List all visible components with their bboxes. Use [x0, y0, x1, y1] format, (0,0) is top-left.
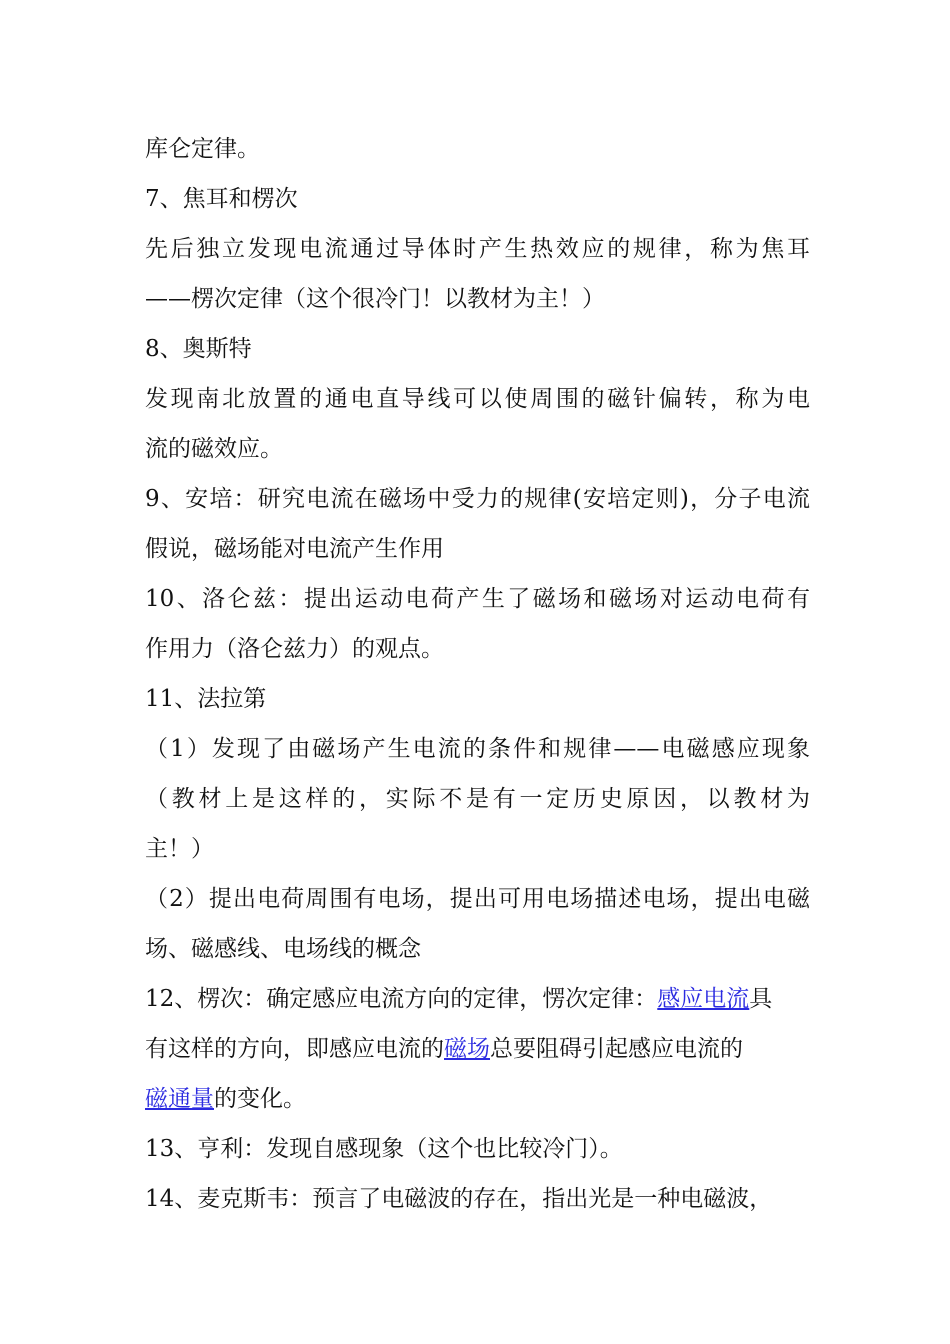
text-span: 总要阻碍引起感应电流的 — [490, 1036, 743, 1062]
section-ampere: 9、安培：研究电流在磁场中受力的规律(安培定则)，分子电流 — [145, 486, 810, 512]
text-line: 库仑定律。 — [145, 136, 260, 162]
link-magnetic-flux[interactable]: 磁通量 — [145, 1086, 214, 1112]
section-heading-joule-lenz: 7、焦耳和楞次 — [145, 186, 298, 212]
section-lenz-line — [145, 1024, 810, 1074]
text-span: 具 — [749, 986, 773, 1012]
text-line: （2）提出电荷周围有电场，提出可用电场描述电场，提出电磁 — [145, 886, 810, 912]
text-line: 假说，磁场能对电流产生作用 — [145, 536, 444, 562]
text-span: 的变化。 — [214, 1086, 306, 1112]
text-line: 作用力（洛仑兹力）的观点。 — [145, 636, 444, 662]
text-line: 流的磁效应。 — [145, 436, 283, 462]
link-magnetic-field[interactable]: 磁场 — [444, 1036, 490, 1062]
section-lenz-line — [145, 1074, 810, 1124]
text-line: ——楞次定律（这个很冷门！以教材为主！） — [145, 286, 605, 312]
section-heading-oersted: 8、奥斯特 — [145, 336, 252, 362]
section-lorentz: 10、洛仑兹：提出运动电荷产生了磁场和磁场对运动电荷有 — [145, 586, 810, 612]
link-induced-current[interactable]: 感应电流 — [657, 986, 750, 1012]
section-lenz-line — [145, 974, 810, 1024]
document-page — [145, 124, 810, 1224]
section-maxwell: 14、麦克斯韦：预言了电磁波的存在，指出光是一种电磁波， — [145, 1186, 773, 1212]
text-span: 有这样的方向，即感应电流的 — [145, 1036, 444, 1062]
section-henry: 13、亨利：发现自感现象（这个也比较冷门）。 — [145, 1136, 623, 1162]
text-line: 场、磁感线、电场线的概念 — [145, 936, 421, 962]
text-line: （1）发现了由磁场产生电流的条件和规律——电磁感应现象 — [145, 736, 810, 762]
section-heading-faraday: 11、法拉第 — [145, 686, 267, 712]
text-span: 12、楞次：确定感应电流方向的定律，愣次定律： — [145, 986, 658, 1012]
text-line: 发现南北放置的通电直导线可以使周围的磁针偏转，称为电 — [145, 386, 810, 412]
text-line: （教材上是这样的，实际不是有一定历史原因，以教材为 — [145, 786, 810, 812]
text-line: 先后独立发现电流通过导体时产生热效应的规律，称为焦耳 — [145, 236, 810, 262]
text-line: 主！） — [145, 836, 214, 862]
